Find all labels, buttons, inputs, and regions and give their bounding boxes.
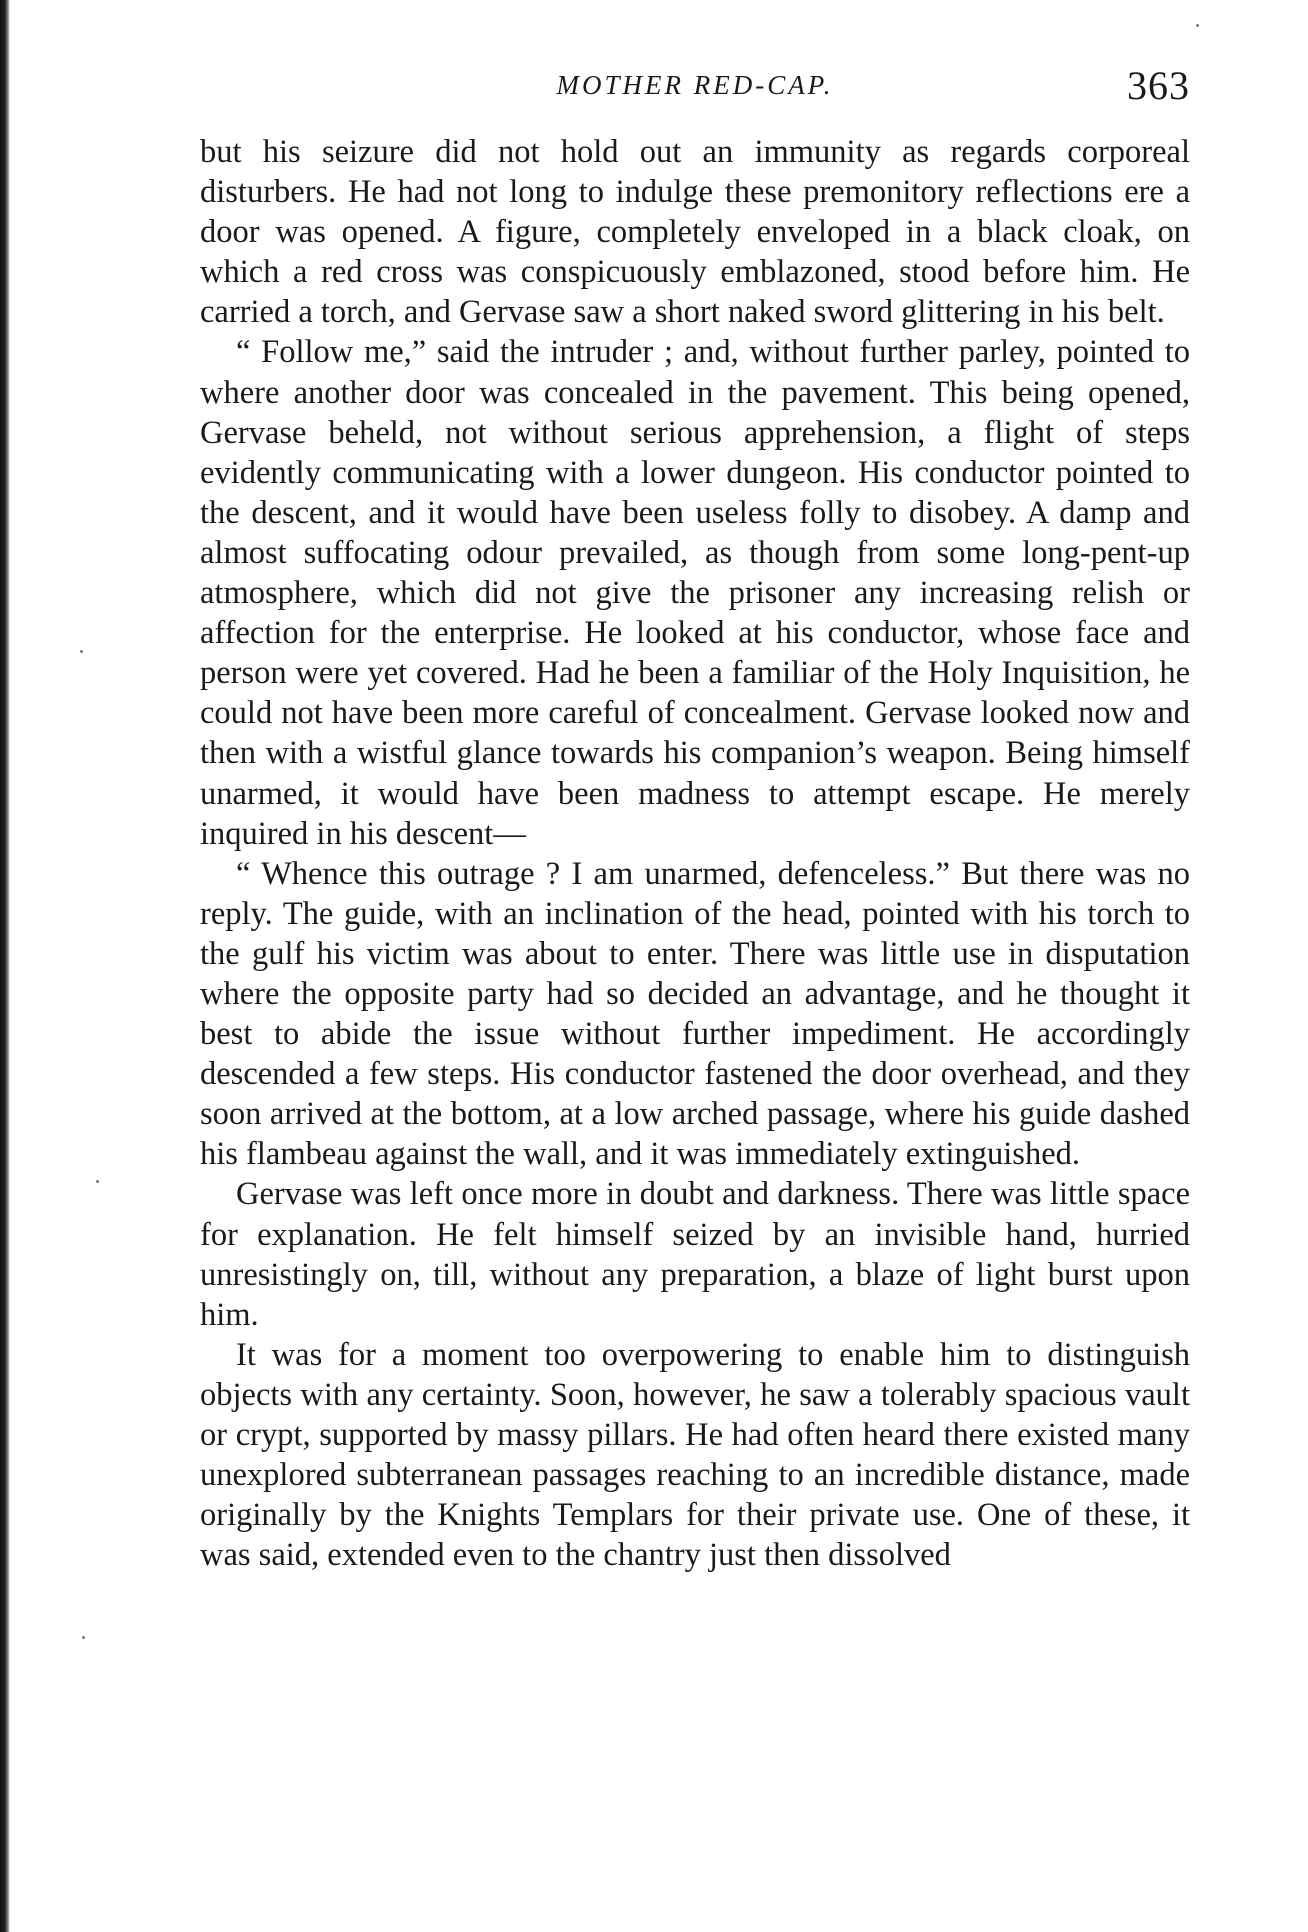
print-speck [96,1180,99,1183]
paragraph-1: but his seizure did not hold out an immunity as regards corporeal disturbers. He had not long to indulge these premonitory reflections ere a door was opened. A figure, completely enveloped in a black cloak, on which a red cross was conspicuously emblazoned, stood before him. He carried a torch, and Gervase saw a short naked sword glittering in his belt. [200,134,1190,331]
book-spine-edge [0,0,10,1932]
body-text [200,132,1190,1575]
paragraph-3: “ Whence this outrage ? I am unarmed, defenceless.” But there was no reply. The guide, with an inclination of the head, pointed with his torch to the gulf his victim was about to enter. There was little use in disputation where the opposite party had so decided an advantage, and he thought it best to abide the issue without further impediment. He accordingly descended a few steps. His conductor fastened the door overhead, and they soon arrived at the bottom, at a low arched passage, where his guide dashed his flambeau against the wall, and it was immediately extinguished. [200,855,1190,1173]
paragraph-2: “ Follow me,” said the intruder ; and, without further parley, pointed to where another door was concealed in the pavement. This being opened, Gervase beheld, not without serious apprehension, a flight of steps evidently communicating with a lower dungeon. His conductor pointed to the descent, and it would have been useless folly to disobey. A damp and almost suffocating odour prevailed, as though from some long-pent-up atmosphere, which did not give the prisoner any increasing relish or affection for the enterprise. He looked at his conductor, whose face and person were yet covered. Had he been a familiar of the Holy Inquisition, he could not have been more careful of concealment. Gervase looked now and then with a wistful glance towards his companion’s weapon. Being himself unarmed, it would have been madness to attempt escape. He merely inquired in his descent— [200,334,1190,852]
paragraph-5: It was for a moment too overpowering to enable him to distinguish objects with any certainty. Soon, however, he saw a tolerably spacious vault or crypt, supported by massy pillars. He had often heard there existed many unexplored subterranean passages reaching to an incredible distance, made originally by the Knights Templars for their private use. One of these, it was said, extended even to the chantry just then dissolved [200,1336,1190,1574]
running-title: MOTHER RED-CAP. [556,70,834,100]
print-speck [82,1636,85,1639]
print-speck [80,650,83,653]
page-number: 363 [1127,63,1190,108]
print-speck [1196,24,1199,27]
paragraph-4: Gervase was left once more in doubt and darkness. There was little space for explanation. He felt himself seized by an invisible hand, hurried unresistingly on, till, without any preparation, a blaze of light burst upon him. [200,1176,1190,1333]
page-header [200,62,1190,122]
